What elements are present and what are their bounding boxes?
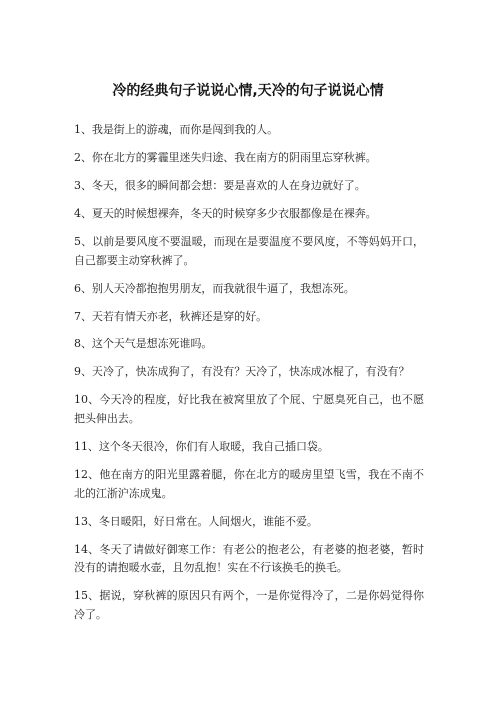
list-item: 8、这个天气是想冻死谁吗。 <box>74 337 213 351</box>
list-item: 14、冬天了请做好御寒工作：有老公的抱老公，有老婆的抱老婆，暂时没有的请抱暖水壶，且勿乱抱！实在不行该换毛的换毛。 <box>74 542 424 575</box>
list-item: 1、我是街上的游魂，而你是闯到我的人。 <box>74 123 279 136</box>
document-title: 冷的经典句子说说心情,天冷的句子说说心情 <box>112 83 384 99</box>
list-item: 6、别人天冷都抱抱男朋友，而我就很牛逼了，我想冻死。 <box>74 281 355 295</box>
sentence-list <box>74 121 424 634</box>
list-item: 2、你在北方的雾霾里迷失归途、我在南方的阴雨里忘穿秋裤。 <box>74 150 377 164</box>
list-item: 15、据说，穿秋裤的原因只有两个，一是你觉得冷了，二是你妈觉得你冷了。 <box>74 589 424 621</box>
list-item: 7、天若有情天亦老，秋裤还是穿的好。 <box>74 309 268 323</box>
list-item: 4、夏天的时候想裸奔，冬天的时候穿多少衣服都像是在裸奔。 <box>74 206 377 220</box>
list-item: 10、今天冷的程度，好比我在被窝里放了个屁、宁愿臭死自己，也不愿把头伸出去。 <box>74 393 424 426</box>
list-item: 11、这个冬天很冷，你们有人取暖，我自己插口袋。 <box>74 440 329 454</box>
list-item: 5、以前是要风度不要温暖，而现在是要温度不要风度，不等妈妈开口，自己都要主动穿秋裤了。 <box>74 234 424 267</box>
list-item: 13、冬日暖阳，好日常在。人间烟火，谁能不爱。 <box>74 514 318 528</box>
list-item: 3、冬天，很多的瞬间都会想：要是喜欢的人在身边就好了。 <box>74 178 366 192</box>
list-item: 9、天冷了，快冻成狗了，有没有？天冷了，快冻成冰棍了，有没有？ <box>74 365 410 379</box>
list-item: 12、他在南方的阳光里露着腿，你在北方的暖房里望飞雪，我在不南不北的江浙沪冻成鬼。 <box>74 468 424 500</box>
